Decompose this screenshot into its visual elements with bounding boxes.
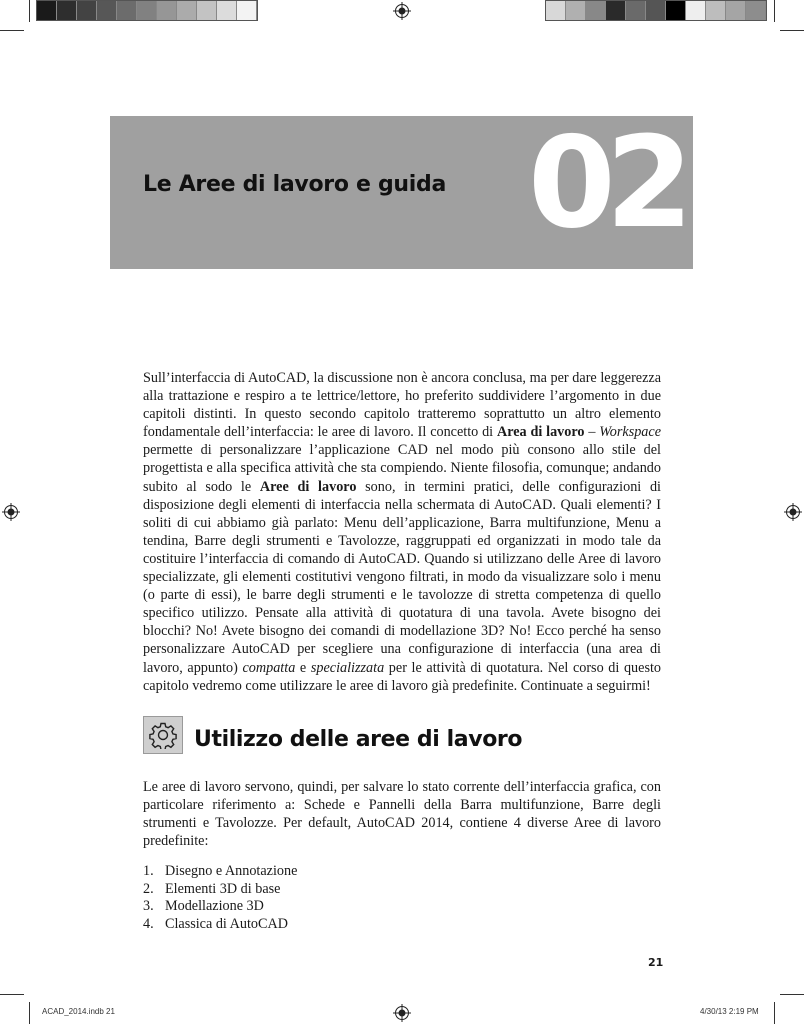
calibration-swatch [646, 1, 666, 20]
page-number: 21 [648, 956, 664, 969]
calibration-swatch [57, 1, 77, 20]
slug-timestamp: 4/30/13 2:19 PM [700, 1007, 759, 1016]
calibration-swatch [217, 1, 237, 20]
list-item-text: Classica di AutoCAD [165, 916, 288, 933]
calibration-swatch [546, 1, 566, 20]
list-item [143, 863, 297, 881]
crop-mark [29, 0, 30, 22]
crop-mark [780, 30, 804, 31]
calibration-swatch [77, 1, 97, 20]
calibration-swatch [566, 1, 586, 20]
calibration-swatch [177, 1, 197, 20]
calibration-swatch [97, 1, 117, 20]
list-item-number: 1. [143, 863, 154, 879]
term-aree-di-lavoro: Aree di lavoro [259, 478, 357, 495]
intro-paragraph [143, 369, 661, 695]
slug-filename: ACAD_2014.indb 21 [42, 1007, 115, 1016]
list-item [143, 898, 297, 916]
list-item-text: Modellazione 3D [165, 898, 264, 915]
crop-mark [774, 1002, 775, 1024]
section-paragraph: Le aree di lavoro servono, quindi, per salvare lo stato corrente dell’interfaccia grafica, con particolare riferimento a: Schede e Pannelli della Barra multifunzione, Barre degli strumenti e Tavolozze. Per default, AutoCAD 2014, contiene 4 diverse Aree di lavoro predefinite: [143, 779, 661, 850]
crop-mark [29, 1002, 30, 1024]
list-item-number: 4. [143, 916, 154, 933]
crop-mark [0, 994, 24, 995]
calibration-swatch [706, 1, 726, 20]
section-heading [143, 716, 663, 758]
list-item-number: 2. [143, 880, 154, 897]
intro-text: permette di personalizzare l’applicazione CAD nel modo più consono allo stile del progettista e alla specifica attività che sta compiendo. Niente filosofia, comunque; andando subito al sodo le [143, 442, 661, 495]
crop-mark [774, 0, 775, 22]
term-specializzata: specializzata [310, 659, 385, 676]
color-calibration-strip-right [545, 0, 767, 21]
chapter-title: Le Aree di lavoro e guida [143, 172, 447, 197]
calibration-swatch [157, 1, 177, 20]
calibration-swatch [746, 1, 766, 20]
chapter-banner [110, 116, 693, 269]
calibration-swatch [626, 1, 646, 20]
term-compatta: compatta [242, 659, 296, 676]
color-calibration-strip-left [36, 0, 258, 21]
calibration-swatch [197, 1, 217, 20]
intro-text: – [584, 424, 600, 441]
calibration-swatch [137, 1, 157, 20]
term-workspace: Workspace [599, 424, 661, 441]
registration-mark-icon [784, 503, 802, 521]
list-item [143, 916, 297, 934]
registration-mark-icon [2, 503, 20, 521]
registration-mark-icon [393, 2, 411, 20]
list-item-number: 3. [143, 898, 154, 915]
calibration-swatch [606, 1, 626, 20]
calibration-swatch [686, 1, 706, 20]
intro-text: e [295, 659, 311, 676]
intro-text: sono, in termini pratici, delle configurazioni di disposizione degli elementi di interfaccia nella schermata di AutoCAD. Quali elementi? I soliti di cui abbiamo già parlato: Menu dell’applicazione, Barra multifunzione, Menu a tendina, Barre degli strumenti e Tavolozze, raggruppati ed organizzati in modo tale da costituire l’interfaccia di comando di AutoCAD. Quando si utilizzano delle Aree di lavoro specializzate, gli elementi costitutivi vengono filtrati, in modo da visualizzare solo i menu (o parte di essi), le barre degli strumenti e le tavolozze di stretta competenza di quello specifico utilizzo. Pensate alla attività di quotatura di una tavola. Avete bisogno dei blocchi? No! Avete bisogno dei comandi di modellazione 3D? No! Ecco perché ha senso personalizzare AutoCAD per scegliere una configurazione di interfaccia (una area di lavoro, appunto) [143, 478, 662, 676]
calibration-swatch [37, 1, 57, 20]
calibration-swatch [117, 1, 137, 20]
term-area-di-lavoro: Area di lavoro [496, 424, 585, 441]
crop-mark [0, 30, 24, 31]
calibration-swatch [726, 1, 746, 20]
calibration-swatch [586, 1, 606, 20]
calibration-swatch [237, 1, 257, 20]
intro-text: Sull’interfaccia di AutoCAD, la discussione non è ancora conclusa, ma per dare leggerezza alla trattazione e respiro a te lettrice/lettore, ho preferito suddividere l’argomento in due capitoli distinti. In questo secondo capitolo tratteremo soprattutto un altro elemento fondamentale dell’interfaccia: le aree di lavoro. Il concetto di [143, 370, 661, 441]
list-item [143, 881, 297, 899]
crop-mark [780, 994, 804, 995]
list-item-text: Elementi 3D di base [165, 880, 281, 897]
list-item-text: Disegno e Annotazione [165, 863, 298, 879]
section-title: Utilizzo delle aree di lavoro [194, 727, 523, 752]
intro-text: per le attività di quotatura. Nel corso di questo capitolo vedremo come utilizzare le aree di lavoro già predefinite. Continuate a seguirmi! [143, 659, 661, 694]
registration-mark-icon [393, 1004, 411, 1022]
gear-icon [143, 716, 183, 754]
workspace-list [143, 863, 297, 934]
chapter-number: 02 [528, 116, 684, 256]
calibration-swatch [666, 1, 686, 20]
